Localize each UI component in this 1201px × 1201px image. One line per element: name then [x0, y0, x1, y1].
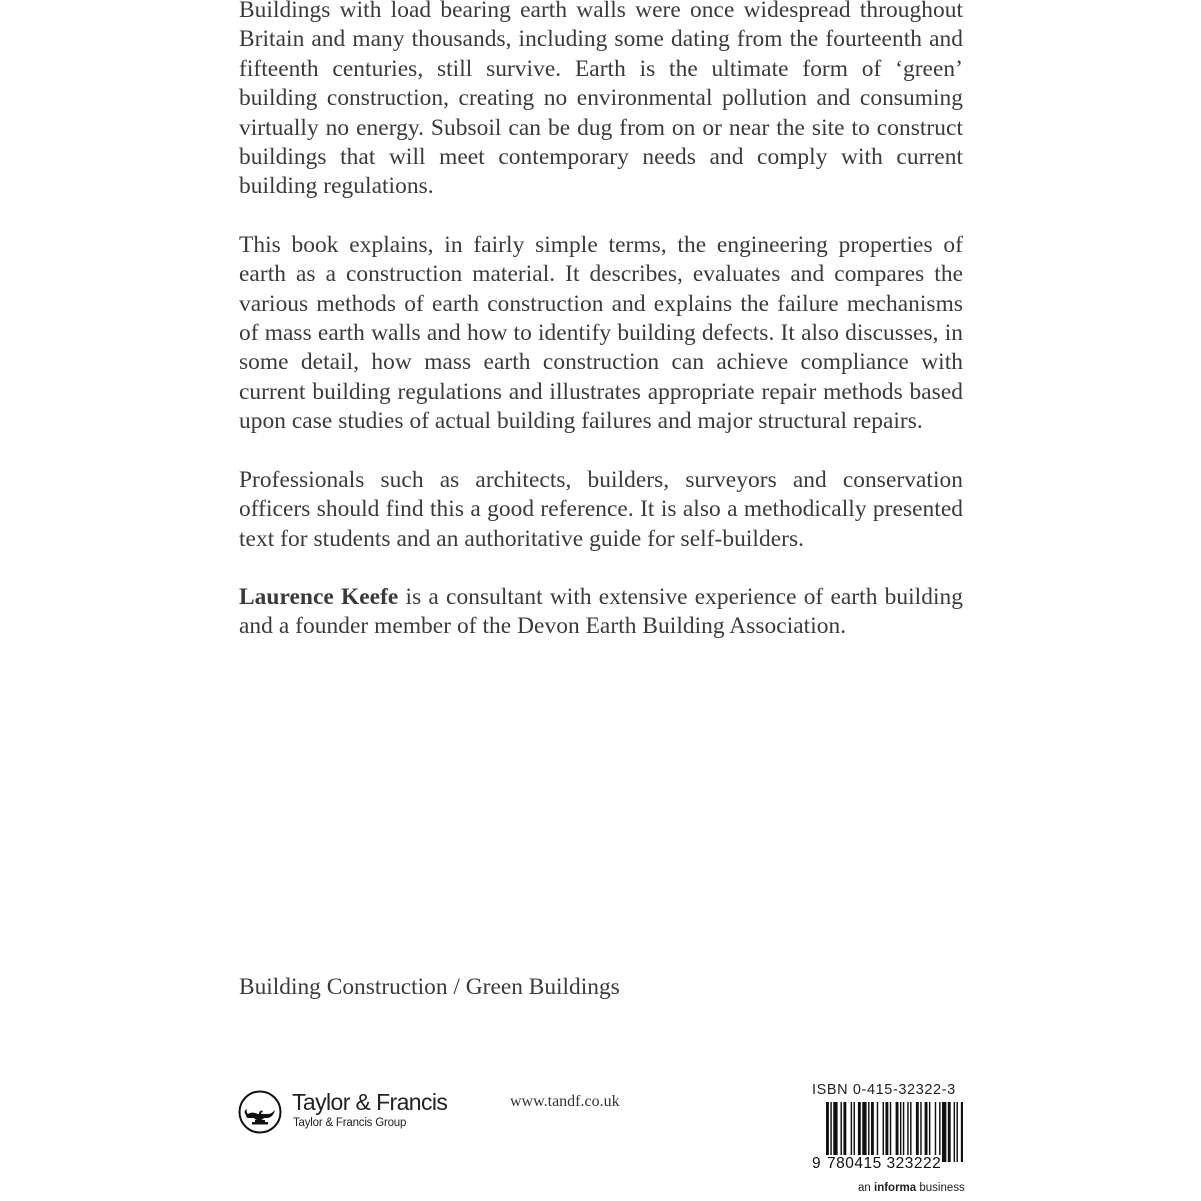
ean-first-digit: 9	[812, 1155, 822, 1172]
barcode-bar	[843, 1102, 846, 1162]
publisher-website: www.tandf.co.uk	[510, 1093, 620, 1110]
barcode-bar	[830, 1102, 831, 1162]
barcode-bar	[920, 1102, 921, 1162]
barcode-bar	[896, 1102, 899, 1162]
publisher-group: Taylor & Francis Group	[293, 1117, 407, 1129]
blurb-paragraph-audience: Professionals such as architects, builders, surveyors and conservation officers should find this a good reference. It is also a methodically presented text for students and an authoritative guide for self-builders.	[239, 466, 963, 552]
barcode-bar	[903, 1102, 904, 1162]
barcode-bar	[925, 1102, 928, 1162]
barcode-bar	[910, 1102, 911, 1162]
barcode-bar	[948, 1102, 951, 1162]
barcode-bar	[916, 1102, 919, 1162]
barcode-bar	[939, 1102, 940, 1162]
publisher-imprint	[238, 1086, 478, 1136]
barcode-bar	[907, 1102, 908, 1162]
barcode-bar	[929, 1102, 930, 1162]
barcode-bar	[841, 1102, 842, 1162]
tagline-suffix: business	[916, 1182, 965, 1194]
blurb-paragraph-contents: This book explains, in fairly simple terms, the engineering properties of earth as a construction material. It describes, evaluates and compares the various methods of earth construction and explains the failure mechanisms of mass earth walls and how to identify building defects. It also discusses, in some detail, how mass earth construction can achieve compliance with current building regulations and illustrates appropriate repair methods based upon case studies of actual building failures and major structural repairs.	[239, 231, 963, 435]
barcode-bar	[862, 1102, 866, 1162]
tagline-prefix: an	[858, 1182, 874, 1194]
ean-digits	[812, 1155, 964, 1173]
barcode-bar	[900, 1102, 901, 1162]
barcode-bar	[942, 1102, 946, 1162]
barcode-bar	[833, 1102, 837, 1162]
barcode-bar	[954, 1102, 955, 1162]
barcode-bar	[854, 1102, 855, 1162]
informa-tagline	[858, 1181, 965, 1195]
barcode-bar	[868, 1102, 869, 1162]
barcode-bar	[858, 1102, 861, 1162]
barcode-bar	[851, 1102, 852, 1162]
ean-remaining-digits: 780415 323222	[827, 1155, 942, 1172]
subject-category: Building Construction / Green Buildings	[239, 974, 620, 1000]
isbn-label: ISBN 0-415-32322-3	[812, 1082, 956, 1098]
isbn-barcode-block	[812, 1081, 964, 1191]
barcode-bar	[935, 1102, 936, 1162]
barcode-image	[812, 1102, 964, 1162]
barcode-bar	[890, 1102, 891, 1162]
blurb-text	[239, 0, 963, 671]
blurb-paragraph-intro: Buildings with load bearing earth walls were once widespread throughout Britain and many thousands, including some dating from the fourteenth and fifteenth centuries, still survive. Earth is the ultimate form of ‘green’ building construction, creating no environmental pollution and consuming virtually no energy. Subsoil can be dug from on or near the site to construct buildings that will meet contemporary needs and comply with current building regulations.	[239, 0, 963, 200]
oil-lamp-logo-icon	[238, 1090, 282, 1134]
barcode-bar	[877, 1102, 878, 1162]
tagline-brand: informa	[874, 1182, 917, 1194]
barcode-bar	[957, 1102, 958, 1162]
barcode-bar	[961, 1102, 963, 1162]
barcode-bar	[885, 1102, 888, 1162]
author-bio-text: is a consultant with extensive experience of earth building and a founder member of the Devon Earth Building Association.	[239, 583, 963, 640]
author-name: Laurence Keefe	[239, 583, 399, 610]
barcode-bar	[883, 1102, 884, 1162]
author-bio	[239, 583, 963, 642]
barcode-bar	[826, 1102, 829, 1162]
barcode-bar	[871, 1102, 874, 1162]
publisher-name: Taylor & Francis	[292, 1089, 448, 1115]
